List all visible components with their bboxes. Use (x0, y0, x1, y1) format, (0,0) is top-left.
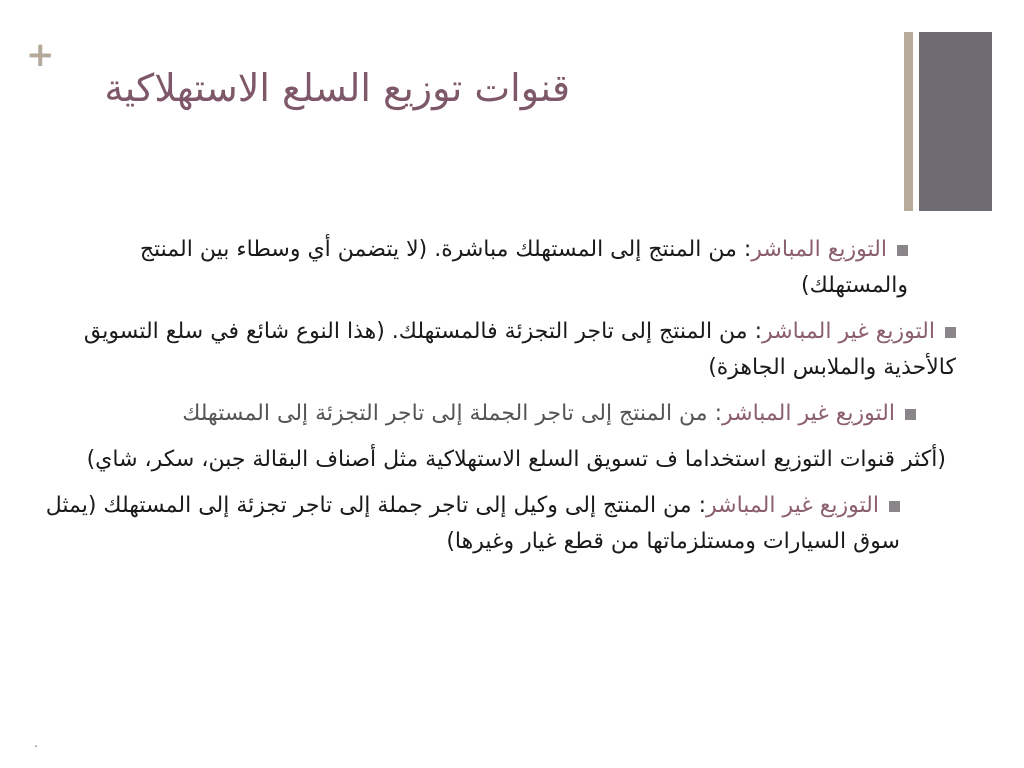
slide-body (36, 232, 956, 570)
item-text: : من المنتج إلى تاجر الجملة إلى تاجر التجزئة إلى المستهلك (182, 401, 722, 426)
square-bullet-icon (905, 409, 916, 420)
square-bullet-icon (897, 245, 908, 256)
decorative-bar-beige (904, 32, 913, 211)
item-text: : من المنتج إلى المستهلك مباشرة. (لا يتضمن أي وسطاء بين المنتج والمستهلك) (139, 237, 908, 298)
item-text: : من المنتج إلى وكيل إلى تاجر جملة إلى تاجر تجزئة إلى المستهلك (يمثل سوق السيارات ومستلزماتها من قطع غيار وغيرها) (45, 493, 900, 554)
item-text: (أكثر قنوات التوزيع استخداما ف تسويق السلع الاستهلاكية مثل أصناف البقالة جبن، سكر، شاي) (86, 447, 946, 472)
item-label: التوزيع المباشر (751, 237, 887, 262)
footer-dot: . (34, 736, 38, 750)
item-label: التوزيع غير المباشر (706, 493, 879, 518)
item-text: : من المنتج إلى تاجر التجزئة فالمستهلك. (هذا النوع شائع في سلع التسويق كالأحذية والملابس الجاهزة) (83, 319, 956, 380)
slide-title: قنوات توزيع السلع الاستهلاكية (104, 66, 570, 110)
item-label: التوزيع غير المباشر (762, 319, 935, 344)
square-bullet-icon (889, 501, 900, 512)
square-bullet-icon (945, 327, 956, 338)
bullet-item-indirect-agent (36, 488, 956, 560)
bullet-item-indirect-retail (36, 314, 956, 386)
plus-icon: + (26, 35, 55, 75)
bullet-item-direct (36, 232, 956, 304)
bullet-item-indirect-wholesale (36, 396, 956, 432)
paragraph-wholesale-note (36, 442, 956, 478)
decorative-bar-gray (919, 32, 992, 211)
item-label: التوزيع غير المباشر (722, 401, 895, 426)
